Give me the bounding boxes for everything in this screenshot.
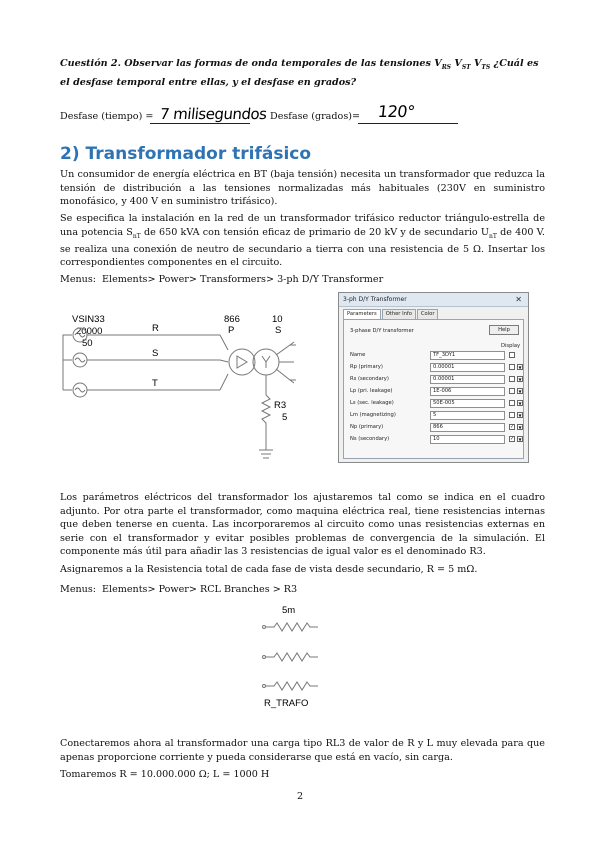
- param-input[interactable]: 0.00001: [430, 375, 505, 384]
- ns-value: 10: [272, 314, 283, 325]
- ns-label: S: [275, 325, 282, 336]
- phase-s-label: S: [152, 348, 159, 359]
- section-title: 2) Transformador trifásico: [60, 144, 312, 164]
- param-row-rp: [350, 363, 522, 372]
- display-checkbox[interactable]: ✓: [510, 436, 515, 442]
- chevron-down-icon[interactable]: ▼: [518, 425, 522, 430]
- source-frequency: 50: [82, 338, 93, 349]
- param-row-lm: [350, 411, 522, 420]
- param-label: Np (primary): [350, 424, 384, 430]
- chevron-down-icon[interactable]: ▼: [518, 437, 522, 442]
- degrees-handwritten-answer: 120°: [377, 102, 416, 121]
- source-amplitude: 20000: [76, 326, 103, 337]
- close-icon[interactable]: ✕: [515, 295, 522, 304]
- circuit-diagram: [60, 300, 320, 470]
- dialog-subtitle: 3-phase D/Y transformer: [350, 328, 414, 334]
- page-number: 2: [296, 791, 304, 802]
- chevron-down-icon[interactable]: ▼: [518, 401, 522, 406]
- display-checkbox[interactable]: [509, 388, 515, 394]
- param-row-lp: [350, 387, 522, 396]
- help-button[interactable]: Help: [489, 325, 519, 335]
- param-label: Ns (secondary): [350, 436, 390, 442]
- display-header: Display: [501, 343, 521, 349]
- param-row-ls: [350, 399, 522, 408]
- menu-path-r3: Menus: Elements> Power> RCL Branches > R3: [60, 584, 298, 595]
- time-answer-line: [150, 123, 250, 124]
- tab-color[interactable]: Color: [417, 309, 439, 319]
- phase-r-label: R: [152, 323, 159, 334]
- transformer-dialog: [338, 292, 529, 463]
- source-name: VSIN33: [72, 314, 105, 325]
- display-checkbox[interactable]: [509, 400, 515, 406]
- display-checkbox[interactable]: ✓: [510, 424, 515, 430]
- param-label: Name: [350, 352, 366, 358]
- param-input[interactable]: 0.00001: [430, 363, 505, 372]
- param-row-np: [350, 423, 522, 432]
- display-checkbox[interactable]: [509, 352, 515, 358]
- r3-diagram-name: R_TRAFO: [264, 698, 309, 709]
- param-label: Rs (secondary): [350, 376, 389, 382]
- r3-name: R3: [274, 400, 287, 411]
- param-input[interactable]: 5: [430, 411, 505, 420]
- paragraph-intro: Un consumidor de energía eléctrica en BT (baja tensión) necesita un transformador que reduzca la tensión de distribución a las tensiones normalizadas más habituales (230V en suministro monofásico, y 400 V en suministro trifásico).: [60, 169, 545, 207]
- r3-value: 5: [282, 412, 288, 423]
- display-checkbox[interactable]: [509, 364, 515, 370]
- paragraph-load: Conectaremos ahora al transformador una carga tipo RL3 de valor de R y L muy elevada para que apenas proporcione corriente y pueda considerarse que está en vacío, sin carga.: [60, 738, 545, 763]
- answer-row: [60, 102, 560, 124]
- paragraph-installation: Se especifica la instalación en la red de un transformador trifásico reductor triángulo-estrella de una potencia $S_{nT}$ de 650 kVA con tensión eficaz de primario de 20 kV y de secundario $U_{nT}$ de 400 V. se realiza una conexión de neutro de secundario a tierra con una resistencia de 5 Ω. Insertar los correspondientes componentes en el circuito.: [60, 213, 545, 269]
- parameters-panel: [343, 319, 524, 459]
- time-label: Desfase (tiempo) =: [60, 111, 154, 122]
- tab-parameters[interactable]: Parameters: [343, 309, 381, 319]
- r3-resistors: [263, 623, 319, 690]
- param-label: Rp (primary): [350, 364, 383, 370]
- degrees-answer-line: [358, 123, 458, 124]
- chevron-down-icon[interactable]: ▼: [518, 377, 522, 382]
- r3-diagram: [250, 602, 340, 712]
- paragraph-load-values: Tomaremos R = 10.000.000 Ω; L = 1000 H: [60, 769, 270, 780]
- np-value: 866: [224, 314, 240, 325]
- question-2: Cuestión 2. Observar las formas de onda temporales de las tensiones $V_{RS}$ $V_{ST}$ $V_{TS}$ ¿Cuál es el desfase temporal entre ellas, y el desfase en grados?: [60, 58, 539, 88]
- param-row-ns: [350, 435, 522, 444]
- param-input[interactable]: 10: [430, 435, 505, 444]
- param-input[interactable]: 50E-005: [430, 399, 505, 408]
- display-checkbox[interactable]: [509, 376, 515, 382]
- param-label: Lp (pri. leakage): [350, 388, 393, 394]
- param-label: Lm (magnetizing): [350, 412, 396, 418]
- param-row-rs: [350, 375, 522, 384]
- np-label: P: [228, 325, 235, 336]
- dialog-title: 3-ph D/Y Transformer: [343, 296, 407, 303]
- param-input[interactable]: TF_3DY1: [430, 351, 505, 360]
- time-handwritten-answer: 7 milisegundos: [159, 105, 268, 123]
- paragraph-parameters: Los parámetros eléctricos del transformador los ajustaremos tal como se indica en el cuadro adjunto. Por otra parte el transformador, como maquina eléctrica real, tiene resistencias internas que deben tenerse en cuenta. Las incorporaremos al circuito como unas resistencias externas en serie con el transformador y evitar posibles problemas de convergencia de la simulación. El componente más útil para añadir las 3 resistencias de igual valor es el denominado R3.: [60, 492, 545, 557]
- dialog-titlebar: [339, 293, 528, 307]
- param-label: Ls (sec. leakage): [350, 400, 394, 406]
- menu-path-transformer: Menus: Elements> Power> Transformers> 3-ph D/Y Transformer: [60, 274, 384, 285]
- phase-t-label: T: [152, 378, 158, 389]
- param-input[interactable]: 866: [430, 423, 505, 432]
- degrees-label: Desfase (grados)=: [270, 111, 361, 122]
- r3-diagram-value: 5m: [282, 605, 296, 616]
- paragraph-resistance: Asignaremos a la Resistencia total de cada fase de vista desde secundario, R = 5 mΩ.: [60, 564, 478, 575]
- chevron-down-icon[interactable]: ▼: [518, 413, 522, 418]
- param-input[interactable]: 1E-006: [430, 387, 505, 396]
- dialog-tabs: [343, 309, 439, 319]
- display-checkbox[interactable]: [509, 412, 515, 418]
- chevron-down-icon[interactable]: ▼: [518, 389, 522, 394]
- tab-other-info[interactable]: Other Info: [382, 309, 416, 319]
- param-row-name: [350, 351, 522, 360]
- chevron-down-icon[interactable]: ▼: [518, 365, 522, 370]
